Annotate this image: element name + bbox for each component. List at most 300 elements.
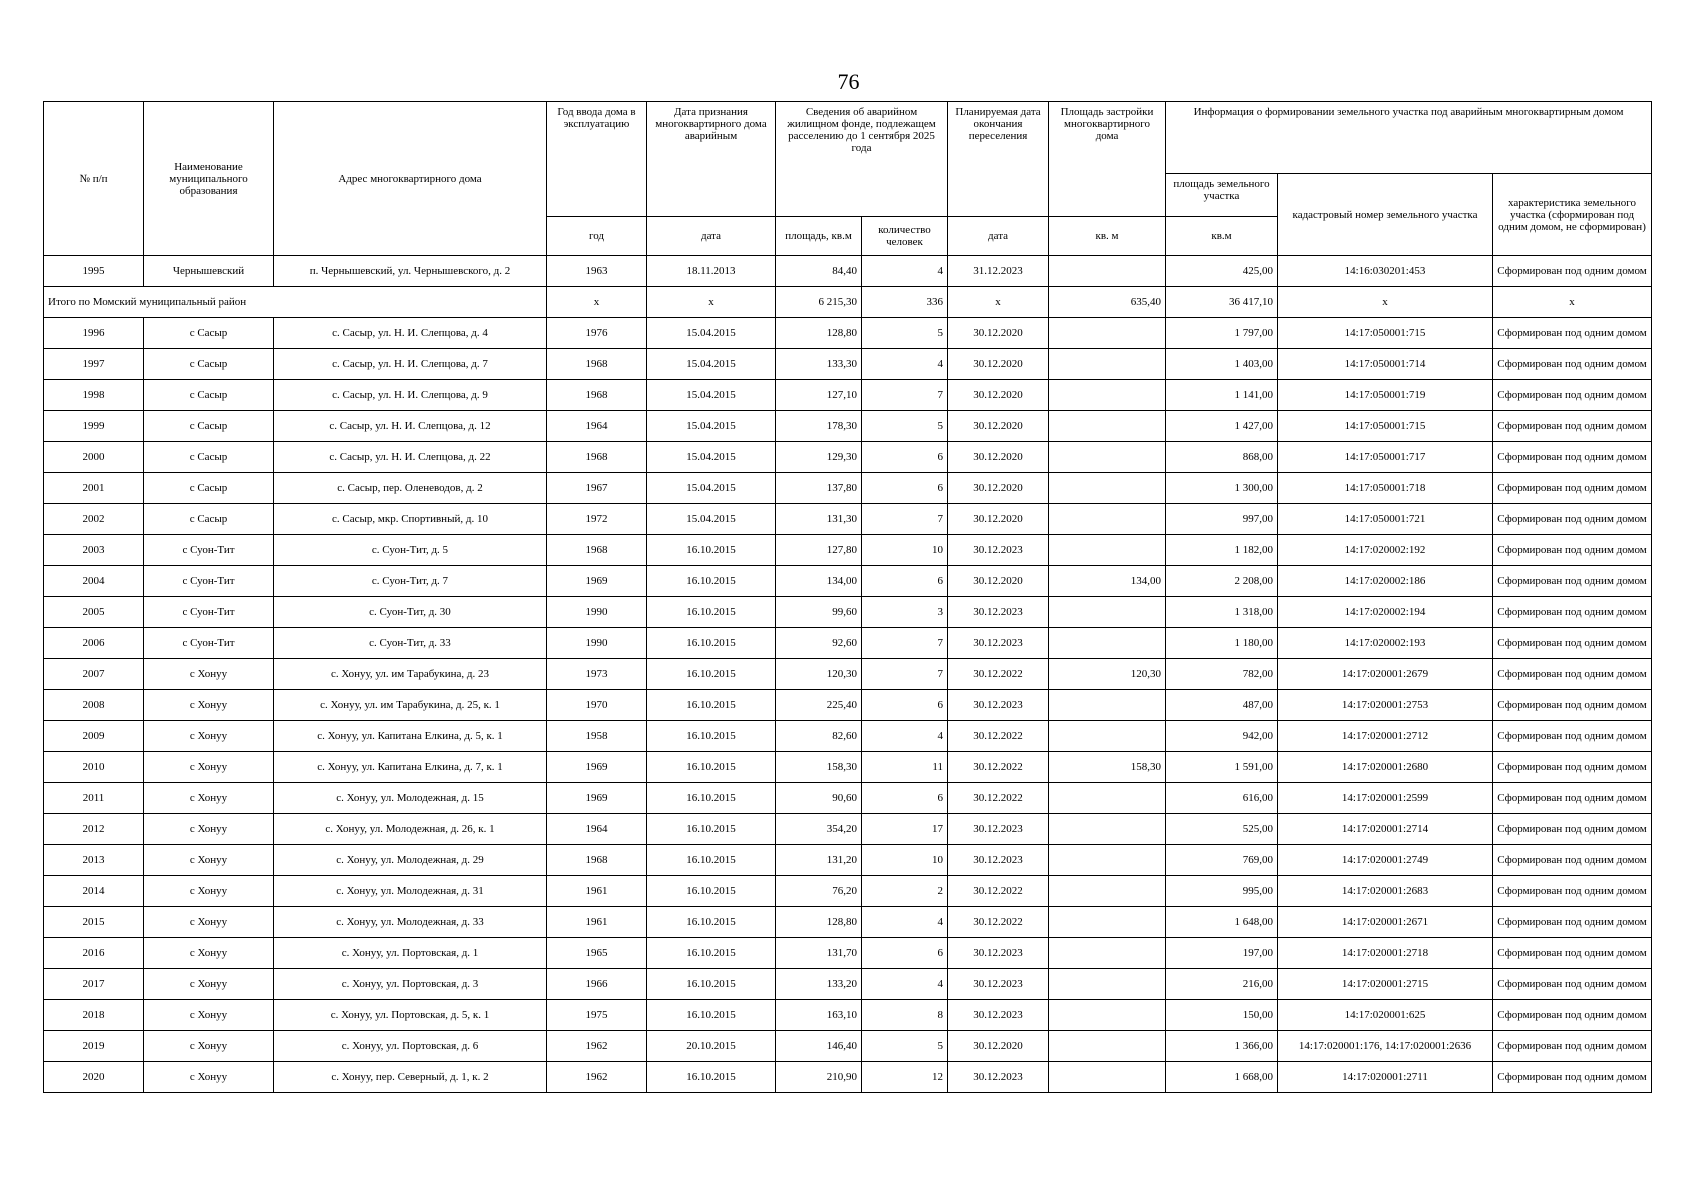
cell-cadastral: 14:17:020001:2679 [1278,659,1493,690]
cell-built-area [1049,442,1166,473]
cell-area: 128,80 [776,318,862,349]
total-area: 6 215,30 [776,287,862,318]
cell-cadastral: 14:17:020001:2714 [1278,814,1493,845]
cell-built-area: 134,00 [1049,566,1166,597]
total-built-area: 635,40 [1049,287,1166,318]
cell-municipality: с Хонуу [144,690,274,721]
cell-cadastral: 14:17:020001:2711 [1278,1062,1493,1093]
cell-date: 15.04.2015 [647,349,776,380]
cell-date: 16.10.2015 [647,938,776,969]
cell-date: 16.10.2015 [647,659,776,690]
cell-area: 137,80 [776,473,862,504]
header-address: Адрес многоквартирного дома [274,102,547,256]
cell-characteristic: Сформирован под одним домом [1493,597,1652,628]
cell-cadastral: 14:17:020001:2712 [1278,721,1493,752]
cell-characteristic: Сформирован под одним домом [1493,752,1652,783]
cell-date: 18.11.2013 [647,256,776,287]
cell-cadastral: 14:17:020002:186 [1278,566,1493,597]
cell-address: с. Хонуу, ул. Капитана Елкина, д. 7, к. 1 [274,752,547,783]
cell-end-date: 30.12.2022 [948,907,1049,938]
cell-cadastral: 14:16:030201:453 [1278,256,1493,287]
cell-area: 128,80 [776,907,862,938]
table-row [44,473,1652,504]
cell-year: 1961 [547,907,647,938]
cell-num: 2007 [44,659,144,690]
table-row [44,535,1652,566]
cell-year: 1990 [547,597,647,628]
cell-area: 354,20 [776,814,862,845]
cell-num: 2006 [44,628,144,659]
cell-people: 5 [862,1031,948,1062]
cell-num: 2009 [44,721,144,752]
cell-municipality: с Хонуу [144,876,274,907]
cell-built-area [1049,473,1166,504]
cell-characteristic: Сформирован под одним домом [1493,1031,1652,1062]
table-row [44,783,1652,814]
cell-municipality: с Хонуу [144,938,274,969]
cell-end-date: 30.12.2023 [948,690,1049,721]
cell-built-area [1049,504,1166,535]
cell-characteristic: Сформирован под одним домом [1493,969,1652,1000]
cell-built-area [1049,1031,1166,1062]
cell-characteristic: Сформирован под одним домом [1493,659,1652,690]
cell-people: 6 [862,566,948,597]
table-row [44,876,1652,907]
cell-date: 16.10.2015 [647,690,776,721]
cell-address: с. Хонуу, ул. им Тарабукина, д. 23 [274,659,547,690]
cell-date: 16.10.2015 [647,1000,776,1031]
cell-land-area: 769,00 [1166,845,1278,876]
cell-people: 6 [862,442,948,473]
cell-end-date: 30.12.2023 [948,969,1049,1000]
cell-num: 1999 [44,411,144,442]
cell-characteristic: Сформирован под одним домом [1493,566,1652,597]
cell-year: 1969 [547,752,647,783]
cell-address: с. Сасыр, ул. Н. И. Слепцова, д. 12 [274,411,547,442]
cell-year: 1968 [547,442,647,473]
cell-cadastral: 14:17:020001:625 [1278,1000,1493,1031]
cell-address: с. Хонуу, ул. Портовская, д. 6 [274,1031,547,1062]
cell-num: 2019 [44,1031,144,1062]
cell-characteristic: Сформирован под одним домом [1493,1000,1652,1031]
cell-municipality: с Хонуу [144,659,274,690]
cell-end-date: 30.12.2023 [948,1000,1049,1031]
cell-land-area: 868,00 [1166,442,1278,473]
cell-address: с. Хонуу, ул. Молодежная, д. 26, к. 1 [274,814,547,845]
cell-characteristic: Сформирован под одним домом [1493,690,1652,721]
cell-date: 16.10.2015 [647,566,776,597]
unit-people: количество человек [862,217,948,256]
cell-end-date: 30.12.2020 [948,411,1049,442]
cell-land-area: 1 797,00 [1166,318,1278,349]
cell-date: 16.10.2015 [647,597,776,628]
table-row [44,814,1652,845]
cell-people: 10 [862,535,948,566]
cell-end-date: 30.12.2023 [948,628,1049,659]
cell-built-area [1049,783,1166,814]
cell-area: 225,40 [776,690,862,721]
cell-built-area [1049,907,1166,938]
cell-year: 1963 [547,256,647,287]
cell-end-date: 30.12.2023 [948,938,1049,969]
cell-municipality: с Суон-Тит [144,628,274,659]
cell-land-area: 1 366,00 [1166,1031,1278,1062]
cell-date: 15.04.2015 [647,504,776,535]
cell-end-date: 30.12.2020 [948,473,1049,504]
cell-end-date: 30.12.2020 [948,349,1049,380]
table-row [44,380,1652,411]
table-row [44,504,1652,535]
cell-year: 1964 [547,411,647,442]
cell-land-area: 995,00 [1166,876,1278,907]
cell-built-area [1049,690,1166,721]
cell-num: 2003 [44,535,144,566]
table-row [44,597,1652,628]
cell-cadastral: 14:17:050001:715 [1278,318,1493,349]
cell-cadastral: 14:17:050001:721 [1278,504,1493,535]
cell-municipality: с Хонуу [144,1062,274,1093]
cell-municipality: с Сасыр [144,442,274,473]
cell-address: с. Суон-Тит, д. 33 [274,628,547,659]
header-land-characteristic: характеристика земельного участка (сформирован под одним домом, не сформирован) [1493,174,1652,256]
cell-people: 7 [862,659,948,690]
cell-people: 4 [862,721,948,752]
cell-date: 16.10.2015 [647,845,776,876]
cell-land-area: 150,00 [1166,1000,1278,1031]
unit-date: дата [647,217,776,256]
cell-municipality: с Суон-Тит [144,535,274,566]
cell-date: 16.10.2015 [647,721,776,752]
cell-num: 2016 [44,938,144,969]
cell-cadastral: 14:17:050001:718 [1278,473,1493,504]
cell-year: 1976 [547,318,647,349]
header-cadastral: кадастровый номер земельного участка [1278,174,1493,256]
cell-area: 84,40 [776,256,862,287]
cell-land-area: 997,00 [1166,504,1278,535]
cell-land-area: 1 668,00 [1166,1062,1278,1093]
cell-people: 4 [862,969,948,1000]
unit-built-sqm: кв. м [1049,217,1166,256]
cell-characteristic: Сформирован под одним домом [1493,907,1652,938]
cell-end-date: 30.12.2023 [948,597,1049,628]
cell-year: 1968 [547,349,647,380]
cell-address: п. Чернышевский, ул. Чернышевского, д. 2 [274,256,547,287]
cell-num: 2000 [44,442,144,473]
cell-characteristic: Сформирован под одним домом [1493,535,1652,566]
table-row [44,907,1652,938]
table-row [44,628,1652,659]
cell-date: 16.10.2015 [647,814,776,845]
cell-built-area [1049,938,1166,969]
cell-date: 20.10.2015 [647,1031,776,1062]
header-year-built: Год ввода дома в эксплуатацию [547,102,647,217]
cell-area: 131,70 [776,938,862,969]
cell-built-area [1049,845,1166,876]
cell-address: с. Сасыр, ул. Н. И. Слепцова, д. 9 [274,380,547,411]
cell-cadastral: 14:17:020001:2599 [1278,783,1493,814]
cell-address: с. Суон-Тит, д. 30 [274,597,547,628]
cell-municipality: с Сасыр [144,380,274,411]
cell-built-area [1049,1000,1166,1031]
cell-built-area [1049,349,1166,380]
cell-address: с. Суон-Тит, д. 5 [274,535,547,566]
cell-address: с. Хонуу, ул. Молодежная, д. 33 [274,907,547,938]
cell-end-date: 30.12.2023 [948,814,1049,845]
cell-year: 1970 [547,690,647,721]
cell-year: 1990 [547,628,647,659]
header-land-area: площадь земельного участка [1166,174,1278,217]
unit-end-date: дата [948,217,1049,256]
cell-cadastral: 14:17:020002:194 [1278,597,1493,628]
cell-address: с. Хонуу, ул. Молодежная, д. 15 [274,783,547,814]
cell-municipality: с Сасыр [144,411,274,442]
cell-people: 4 [862,907,948,938]
cell-people: 11 [862,752,948,783]
cell-end-date: 30.12.2020 [948,380,1049,411]
cell-people: 5 [862,318,948,349]
cell-characteristic: Сформирован под одним домом [1493,473,1652,504]
cell-built-area [1049,721,1166,752]
cell-people: 5 [862,411,948,442]
cell-address: с. Сасыр, пер. Оленеводов, д. 2 [274,473,547,504]
cell-address: с. Хонуу, ул. Капитана Елкина, д. 5, к. 1 [274,721,547,752]
cell-land-area: 1 318,00 [1166,597,1278,628]
cell-cadastral: 14:17:020001:2683 [1278,876,1493,907]
table-row [44,1031,1652,1062]
cell-end-date: 30.12.2020 [948,318,1049,349]
cell-municipality: с Сасыр [144,349,274,380]
table-row [44,1000,1652,1031]
cell-municipality: с Суон-Тит [144,566,274,597]
cell-area: 129,30 [776,442,862,473]
cell-municipality: с Суон-Тит [144,597,274,628]
cell-date: 16.10.2015 [647,535,776,566]
cell-num: 1996 [44,318,144,349]
cell-date: 16.10.2015 [647,783,776,814]
cell-num: 2020 [44,1062,144,1093]
cell-address: с. Сасыр, мкр. Спортивный, д. 10 [274,504,547,535]
cell-area: 146,40 [776,1031,862,1062]
cell-num: 2012 [44,814,144,845]
cell-built-area [1049,535,1166,566]
cell-date: 15.04.2015 [647,442,776,473]
cell-municipality: с Сасыр [144,473,274,504]
cell-land-area: 1 300,00 [1166,473,1278,504]
cell-municipality: с Сасыр [144,318,274,349]
emergency-housing-table [43,101,1652,1093]
cell-characteristic: Сформирован под одним домом [1493,938,1652,969]
cell-characteristic: Сформирован под одним домом [1493,411,1652,442]
cell-cadastral: 14:17:020001:2680 [1278,752,1493,783]
cell-address: с. Суон-Тит, д. 7 [274,566,547,597]
cell-characteristic: Сформирован под одним домом [1493,349,1652,380]
table-row [44,411,1652,442]
cell-year: 1961 [547,876,647,907]
header-planned-end: Планируемая дата окончания переселения [948,102,1049,217]
cell-cadastral: 14:17:020001:176, 14:17:020001:2636 [1278,1031,1493,1062]
cell-end-date: 30.12.2022 [948,752,1049,783]
table-row [44,349,1652,380]
header-built-area: Площадь застройки многоквартирного дома [1049,102,1166,217]
cell-characteristic: Сформирован под одним домом [1493,628,1652,659]
cell-year: 1962 [547,1031,647,1062]
cell-num: 2010 [44,752,144,783]
cell-municipality: с Хонуу [144,907,274,938]
cell-people: 7 [862,380,948,411]
cell-end-date: 30.12.2020 [948,1031,1049,1062]
table-row [44,721,1652,752]
cell-characteristic: Сформирован под одним домом [1493,1062,1652,1093]
header-emergency-info: Сведения об аварийном жилищном фонде, подлежащем расселению до 1 сентября 2025 года [776,102,948,217]
cell-end-date: 30.12.2023 [948,535,1049,566]
cell-num: 2008 [44,690,144,721]
cell-num: 2001 [44,473,144,504]
unit-land-sqm: кв.м [1166,217,1278,256]
cell-cadastral: 14:17:050001:717 [1278,442,1493,473]
cell-address: с. Сасыр, ул. Н. И. Слепцова, д. 22 [274,442,547,473]
cell-address: с. Хонуу, ул. Портовская, д. 5, к. 1 [274,1000,547,1031]
table-row [44,256,1652,287]
total-year: х [547,287,647,318]
cell-end-date: 30.12.2023 [948,845,1049,876]
cell-year: 1969 [547,566,647,597]
cell-date: 15.04.2015 [647,380,776,411]
cell-num: 2013 [44,845,144,876]
header-date-emergency: Дата признания многоквартирного дома аварийным [647,102,776,217]
cell-municipality: с Сасыр [144,504,274,535]
cell-year: 1973 [547,659,647,690]
cell-people: 6 [862,690,948,721]
cell-year: 1965 [547,938,647,969]
table-row [44,690,1652,721]
cell-cadastral: 14:17:020001:2749 [1278,845,1493,876]
cell-land-area: 525,00 [1166,814,1278,845]
cell-num: 1995 [44,256,144,287]
cell-area: 210,90 [776,1062,862,1093]
cell-num: 2017 [44,969,144,1000]
cell-characteristic: Сформирован под одним домом [1493,845,1652,876]
cell-land-area: 425,00 [1166,256,1278,287]
cell-land-area: 487,00 [1166,690,1278,721]
table-row [44,659,1652,690]
cell-land-area: 1 403,00 [1166,349,1278,380]
cell-cadastral: 14:17:020002:193 [1278,628,1493,659]
cell-num: 2018 [44,1000,144,1031]
cell-built-area [1049,318,1166,349]
cell-date: 16.10.2015 [647,876,776,907]
cell-area: 127,80 [776,535,862,566]
cell-end-date: 30.12.2023 [948,1062,1049,1093]
cell-characteristic: Сформирован под одним домом [1493,814,1652,845]
table-row [44,752,1652,783]
total-label: Итого по Момский муниципальный район [44,287,547,318]
cell-num: 2015 [44,907,144,938]
cell-area: 158,30 [776,752,862,783]
cell-people: 4 [862,256,948,287]
cell-area: 131,20 [776,845,862,876]
cell-built-area: 120,30 [1049,659,1166,690]
cell-end-date: 30.12.2020 [948,504,1049,535]
cell-address: с. Сасыр, ул. Н. И. Слепцова, д. 4 [274,318,547,349]
cell-area: 120,30 [776,659,862,690]
table-row [44,845,1652,876]
cell-municipality: с Хонуу [144,1000,274,1031]
cell-date: 15.04.2015 [647,318,776,349]
cell-num: 1998 [44,380,144,411]
cell-year: 1966 [547,969,647,1000]
cell-end-date: 30.12.2020 [948,566,1049,597]
cell-area: 133,30 [776,349,862,380]
cell-year: 1968 [547,380,647,411]
table-row [44,1062,1652,1093]
cell-cadastral: 14:17:020001:2715 [1278,969,1493,1000]
cell-land-area: 1 427,00 [1166,411,1278,442]
cell-area: 133,20 [776,969,862,1000]
cell-people: 6 [862,783,948,814]
cell-people: 6 [862,938,948,969]
cell-area: 163,10 [776,1000,862,1031]
cell-year: 1958 [547,721,647,752]
cell-municipality: с Хонуу [144,752,274,783]
table-row [44,969,1652,1000]
cell-area: 134,00 [776,566,862,597]
cell-area: 131,30 [776,504,862,535]
cell-land-area: 197,00 [1166,938,1278,969]
table-row [44,442,1652,473]
cell-characteristic: Сформирован под одним домом [1493,876,1652,907]
cell-address: с. Хонуу, ул. Портовская, д. 3 [274,969,547,1000]
cell-year: 1968 [547,845,647,876]
cell-address: с. Хонуу, ул. Молодежная, д. 29 [274,845,547,876]
cell-built-area [1049,411,1166,442]
cell-cadastral: 14:17:020001:2671 [1278,907,1493,938]
cell-year: 1962 [547,1062,647,1093]
cell-area: 92,60 [776,628,862,659]
cell-date: 16.10.2015 [647,752,776,783]
cell-cadastral: 14:17:050001:715 [1278,411,1493,442]
cell-land-area: 1 182,00 [1166,535,1278,566]
cell-people: 8 [862,1000,948,1031]
cell-date: 15.04.2015 [647,473,776,504]
cell-people: 2 [862,876,948,907]
cell-people: 4 [862,349,948,380]
cell-built-area [1049,969,1166,1000]
cell-people: 7 [862,504,948,535]
unit-area: площадь, кв.м [776,217,862,256]
cell-cadastral: 14:17:050001:714 [1278,349,1493,380]
cell-characteristic: Сформирован под одним домом [1493,783,1652,814]
cell-characteristic: Сформирован под одним домом [1493,318,1652,349]
cell-people: 6 [862,473,948,504]
table-body [44,256,1652,1093]
total-cadastral: х [1278,287,1493,318]
header-num: № п/п [44,102,144,256]
cell-end-date: 31.12.2023 [948,256,1049,287]
cell-area: 90,60 [776,783,862,814]
cell-built-area [1049,1062,1166,1093]
cell-year: 1975 [547,1000,647,1031]
cell-people: 3 [862,597,948,628]
cell-date: 16.10.2015 [647,969,776,1000]
cell-municipality: Чернышевский [144,256,274,287]
cell-people: 7 [862,628,948,659]
header-municipality: Наименование муниципального образования [144,102,274,256]
cell-built-area [1049,597,1166,628]
cell-land-area: 2 208,00 [1166,566,1278,597]
cell-land-area: 782,00 [1166,659,1278,690]
cell-built-area [1049,380,1166,411]
cell-land-area: 942,00 [1166,721,1278,752]
